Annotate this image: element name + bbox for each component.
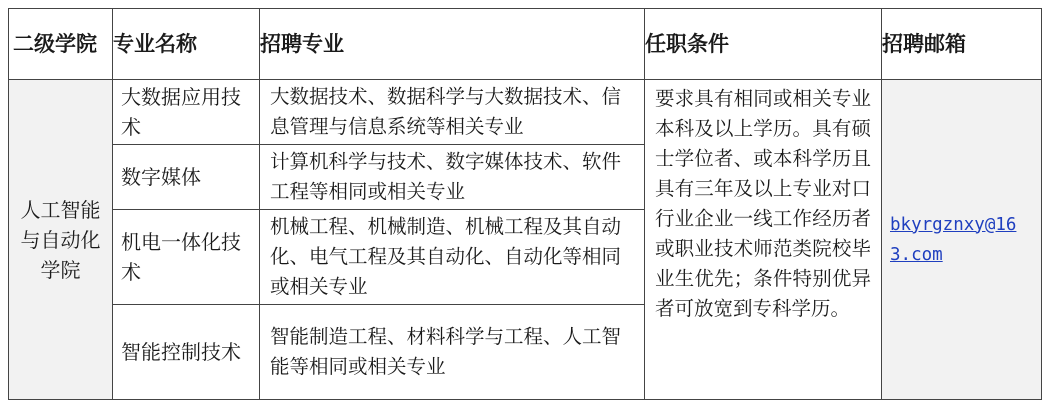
major-name-cell: 大数据应用技术: [113, 80, 260, 145]
recruit-major-cell: 计算机科学与技术、数字媒体技术、软件工程等相同或相关专业: [260, 145, 645, 210]
conditions-cell: 要求具有相同或相关专业本科及以上学历。具有硕士学位者、或本科学历且具有三年及以上专业对口行业企业一线工作经历者或职业技术师范类院校毕业生优先；条件特别优异者可放宽到专科学历。: [645, 80, 882, 400]
recruit-major-cell: 智能制造工程、材料科学与工程、人工智能等相同或相关专业: [260, 305, 645, 400]
major-name-cell: 机电一体化技术: [113, 210, 260, 305]
major-name-cell: 数字媒体: [113, 145, 260, 210]
recruitment-table: [8, 8, 1042, 400]
email-cell: [882, 80, 1042, 400]
header-college: 二级学院: [9, 9, 113, 80]
table-header-row: [9, 9, 1042, 80]
recruit-major-cell: 机械工程、机械制造、机械工程及其自动化、电气工程及其自动化、自动化等相同或相关专业: [260, 210, 645, 305]
major-name-cell: 智能控制技术: [113, 305, 260, 400]
recruit-major-cell: 大数据技术、数据科学与大数据技术、信息管理与信息系统等相关专业: [260, 80, 645, 145]
table-row: [9, 80, 1042, 145]
header-major-name: 专业名称: [113, 9, 260, 80]
header-conditions: 任职条件: [645, 9, 882, 80]
header-email: 招聘邮箱: [882, 9, 1042, 80]
email-link[interactable]: bkyrgznxy@163.com: [890, 214, 1017, 265]
college-cell: 人工智能与自动化学院: [9, 80, 113, 400]
header-recruit-major: 招聘专业: [260, 9, 645, 80]
